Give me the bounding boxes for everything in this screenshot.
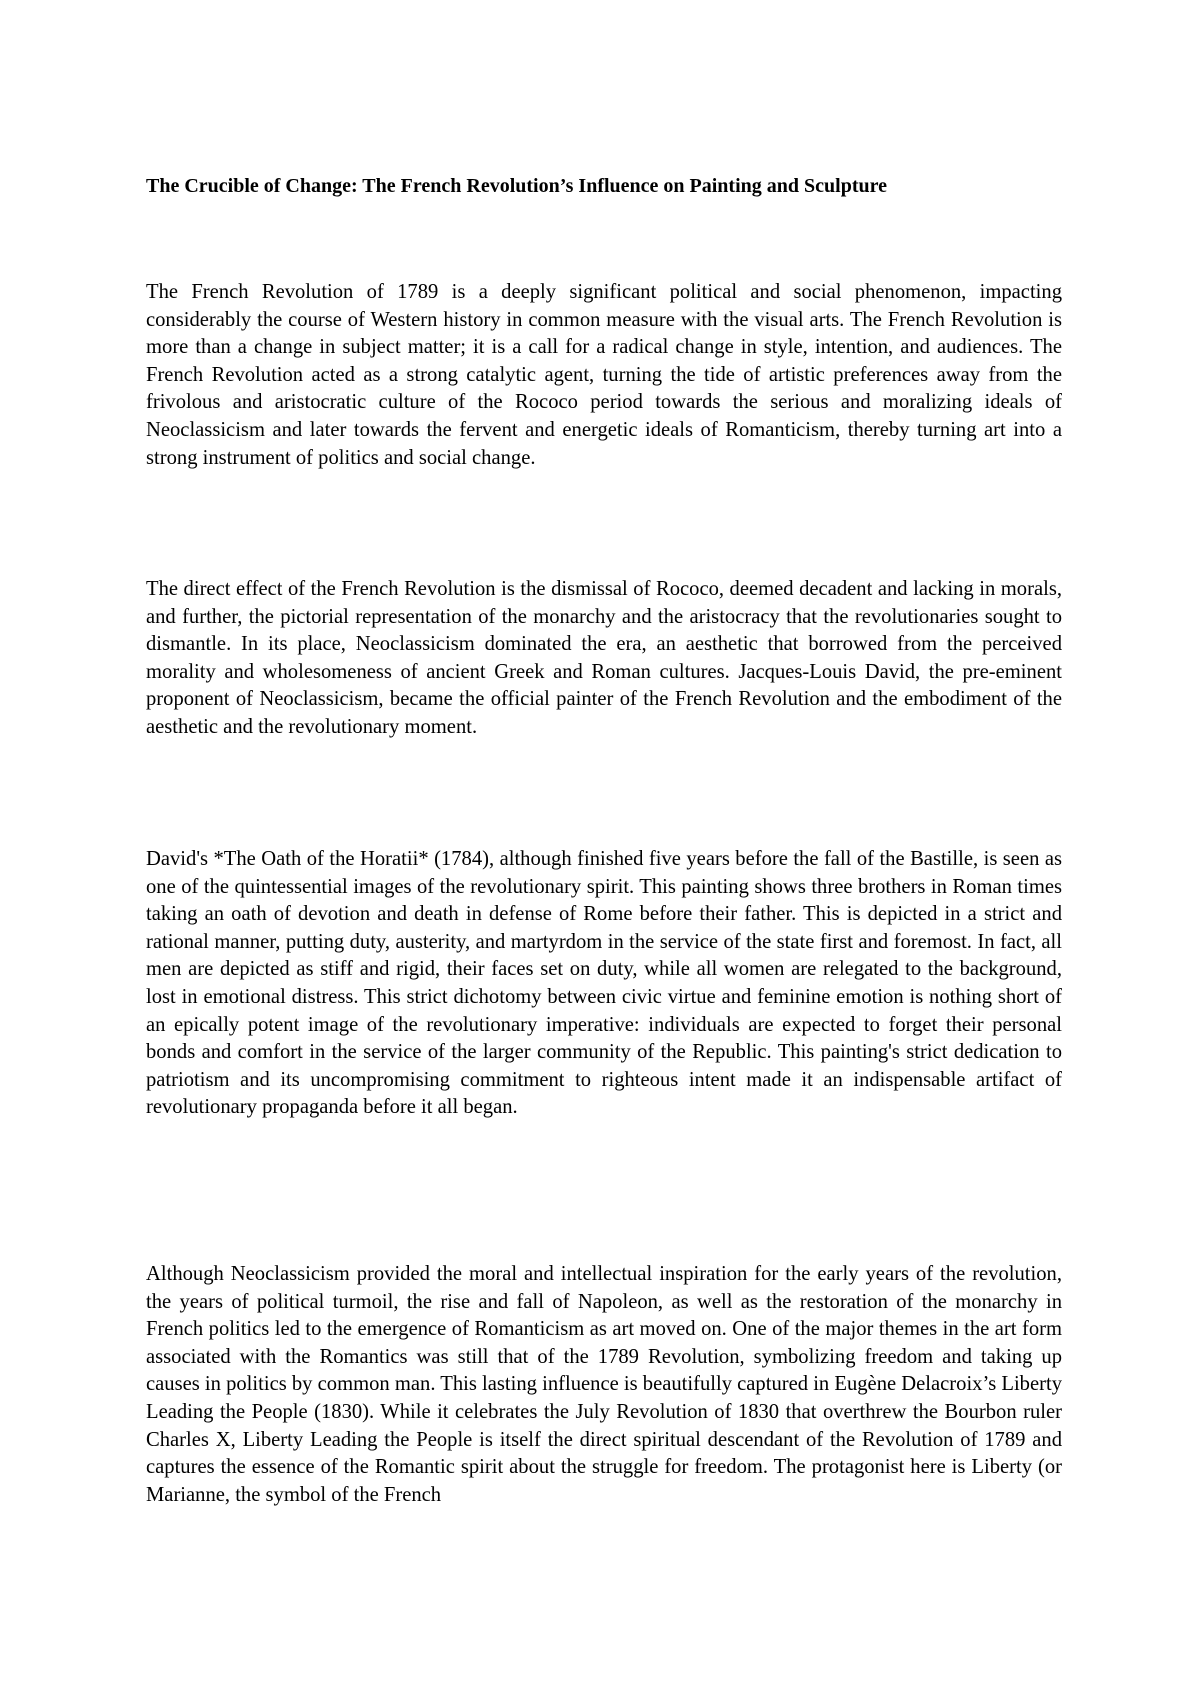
paragraph-1: The French Revolution of 1789 is a deeply significant political and social phenomenon, impacting considerably the course of Western history in common measure with the visual arts. The French Revolution is more than a change in subject matter; it is a call for a radical change in style, intention, and audiences. The French Revolution acted as a strong catalytic agent, turning the tide of artistic preferences away from the frivolous and aristocratic culture of the Rococo period towards the serious and moralizing ideals of Neoclassicism and later towards the fervent and energetic ideals of Romanticism, thereby turning art into a strong instrument of politics and social change. [146,281,1062,469]
paragraph-2: The direct effect of the French Revolution is the dismissal of Rococo, deemed decadent and lacking in morals, and further, the pictorial representation of the monarchy and the aristocracy that the revolutionaries sought to dismantle. In its place, Neoclassicism dominated the era, an aesthetic that borrowed from the perceived morality and wholesomeness of ancient Greek and Roman cultures. Jacques-Louis David, the pre-eminent proponent of Neoclassicism, became the official painter of the French Revolution and the embodiment of the aesthetic and the revolutionary moment. [146,578,1062,738]
paragraph-4: Although Neoclassicism provided the moral and intellectual inspiration for the early years of the revolution, the years of political turmoil, the rise and fall of Napoleon, as well as the restoration of the monarchy in French politics led to the emergence of Romanticism as art moved on. One of the major themes in the art form associated with the Romantics was still that of the 1789 Revolution, symbolizing freedom and taking up causes in politics by common man. This lasting influence is beautifully captured in Eugène Delacroix’s Liberty Leading the People (1830). While it celebrates the July Revolution of 1830 that overthrew the Bourbon ruler Charles X, Liberty Leading the People is itself the direct spiritual descendant of the Revolution of 1789 and captures the essence of the Romantic spirit about the struggle for freedom. The protagonist here is Liberty (or Marianne, the symbol of the French [146,1263,1062,1506]
document-title: The Crucible of Change: The French Revolution’s Influence on Painting and Sculpture [146,175,887,197]
paragraph-3: David's *The Oath of the Horatii* (1784), although finished five years before the fall of the Bastille, is seen as one of the quintessential images of the revolutionary spirit. This painting shows three brothers in Roman times taking an oath of devotion and death in defense of Rome before their father. This is depicted in a strict and rational manner, putting duty, austerity, and martyrdom in the service of the state first and foremost. In fact, all men are depicted as stiff and rigid, their faces set on duty, while all women are relegated to the background, lost in emotional distress. This strict dichotomy between civic virtue and feminine emotion is nothing short of an epically potent image of the revolutionary imperative: individuals are expected to forget their personal bonds and comfort in the service of the larger community of the Republic. This painting's strict dedication to patriotism and its uncompromising commitment to righteous intent made it an indispensable artifact of revolutionary propaganda before it all began. [146,848,1062,1119]
